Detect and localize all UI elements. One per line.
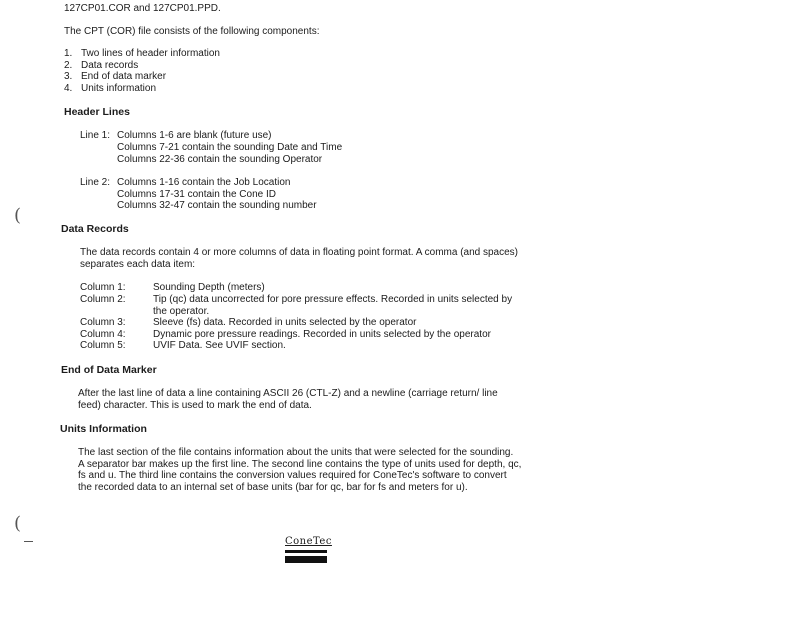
filename-line: 127CP01.COR and 127CP01.PPD. [64, 3, 221, 14]
list-item [64, 71, 166, 83]
list-item [64, 48, 220, 60]
logo-wordmark: ConeTec [285, 536, 332, 547]
column-label: Column 2: [80, 294, 126, 305]
logo-bar-top [285, 550, 327, 553]
list-text: End of data marker [81, 71, 167, 82]
line1-detail: Columns 7-21 contain the sounding Date and Time [117, 142, 343, 153]
list-text: Units information [81, 83, 157, 94]
line2-detail: Columns 17-31 contain the Cone ID [117, 189, 276, 200]
column-desc: the operator. [153, 306, 210, 317]
end-marker-para: feed) character. This is used to mark the end of data. [78, 400, 312, 411]
line2-detail: Columns 1-16 contain the Job Location [117, 177, 291, 188]
column-desc: UVIF Data. See UVIF section. [153, 340, 286, 351]
column-desc: Dynamic pore pressure readings. Recorded in units selected by the operator [153, 329, 491, 340]
list-text: Data records [81, 60, 139, 71]
list-number: 3. [64, 71, 73, 82]
data-records-para: separates each data item: [80, 259, 196, 270]
list-number: 1. [64, 48, 73, 59]
data-records-heading: Data Records [61, 223, 129, 235]
line1-detail: Columns 1-6 are blank (future use) [117, 130, 272, 141]
list-item [64, 83, 156, 95]
end-marker-para: After the last line of data a line containing ASCII 26 (CTL-Z) and a newline (carriage return/ line [78, 388, 498, 399]
intro-text: The CPT (COR) file consists of the following components: [64, 26, 320, 37]
units-info-para: A separator bar makes up the first line. The second line contains the type of units used for depth, qc, [78, 459, 522, 470]
list-text: Two lines of header information [81, 48, 220, 59]
header-lines-heading: Header Lines [64, 106, 130, 118]
units-info-para: fs and u. The third line contains the conversion values required for ConeTec's software to convert [78, 470, 507, 481]
column-desc: Tip (qc) data uncorrected for pore pressure effects. Recorded in units selected by [153, 294, 513, 305]
list-number: 2. [64, 60, 73, 71]
logo-bar-bottom [285, 556, 327, 563]
line2-detail: Columns 32-47 contain the sounding number [117, 200, 317, 211]
column-label: Column 5: [80, 340, 126, 351]
units-info-para: The last section of the file contains information about the units that were selected for the sounding. [78, 447, 514, 458]
data-records-para: The data records contain 4 or more columns of data in floating point format. A comma (and spaces) [80, 247, 519, 258]
column-label: Column 3: [80, 317, 126, 328]
line1-label: Line 1: [80, 130, 111, 141]
hole-punch-mark: ( [14, 513, 22, 534]
scan-mark [24, 541, 33, 542]
units-info-heading: Units Information [60, 423, 147, 435]
units-info-para: the recorded data to an internal set of base units (bar for qc, bar for fs and meters for u). [78, 482, 468, 493]
end-marker-heading: End of Data Marker [61, 364, 157, 376]
column-label: Column 4: [80, 329, 126, 340]
line1-detail: Columns 22-36 contain the sounding Operator [117, 154, 323, 165]
line2-label: Line 2: [80, 177, 111, 188]
list-number: 4. [64, 83, 73, 94]
column-label: Column 1: [80, 282, 126, 293]
hole-punch-mark: ( [14, 205, 22, 226]
column-desc: Sounding Depth (meters) [153, 282, 265, 293]
column-desc: Sleeve (fs) data. Recorded in units selected by the operator [153, 317, 417, 328]
